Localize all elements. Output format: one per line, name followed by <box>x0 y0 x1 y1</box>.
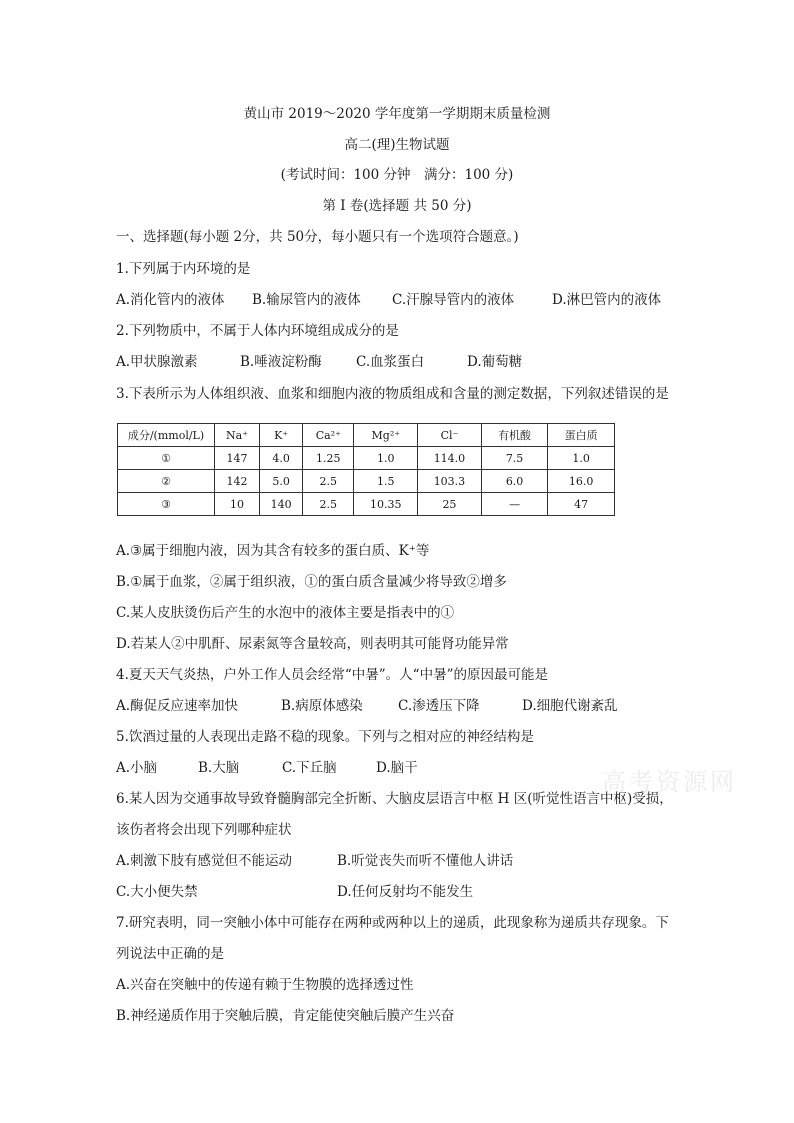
table-cell: ① <box>118 447 215 470</box>
exam-title: 黄山市 2019～2020 学年度第一学期期末质量检测 <box>243 106 551 122</box>
table-header-row <box>118 424 615 447</box>
question-2-option-a: A.甲状腺激素 <box>116 354 198 370</box>
table-cell: 7.5 <box>481 447 548 470</box>
table-header-cell: Ca²⁺ <box>303 424 354 447</box>
question-6-option-d: D.任何反射均不能发生 <box>337 884 474 900</box>
question-1-option-b: B.输尿管内的液体 <box>252 292 361 308</box>
question-4-option-a: A.酶促反应速率加快 <box>116 698 239 714</box>
question-2-stem: 2.下列物质中，不属于人体内环境组成成分的是 <box>116 323 399 339</box>
table-cell: 2.5 <box>303 493 354 516</box>
table-header-cell: 有机酸 <box>481 424 548 447</box>
table-cell: 10 <box>215 493 260 516</box>
question-1-stem: 1.下列属于内环境的是 <box>116 261 251 277</box>
table-cell: 140 <box>260 493 303 516</box>
question-4-option-d: D.细胞代谢紊乱 <box>522 698 618 714</box>
question-4-option-c: C.渗透压下降 <box>398 698 480 714</box>
question-7-stem-line-1: 7.研究表明，同一突触小体中可能存在两种或两种以上的递质，此现象称为递质共存现象。下 <box>116 915 669 931</box>
question-6-option-b: B.听觉丧失而听不懂他人讲话 <box>337 853 514 869</box>
question-2-option-b: B.唾液淀粉酶 <box>240 354 322 370</box>
question-5-option-c: C.下丘脑 <box>282 760 337 776</box>
question-6-option-a: A.刺激下肢有感觉但不能运动 <box>116 853 293 869</box>
question-7-option-a: A.兴奋在突触中的传递有赖于生物膜的选择透过性 <box>116 977 414 993</box>
question-5-option-a: A.小脑 <box>116 760 158 776</box>
question-3-option-a: A.③属于细胞内液，因为其含有较多的蛋白质、K⁺等 <box>116 543 430 559</box>
question-7-option-b: B.神经递质作用于突触后膜，肯定能使突触后膜产生兴奋 <box>116 1008 455 1024</box>
question-5-option-b: B.大脑 <box>198 760 240 776</box>
table-header-cell: Cl⁻ <box>418 424 482 447</box>
question-1-option-d: D.淋巴管内的液体 <box>552 292 662 308</box>
question-3-stem: 3.下表所示为人体组织液、血浆和细胞内液的物质组成和含量的测定数据，下列叙述错误的是 <box>116 386 669 402</box>
table-header-cell: Mg²⁺ <box>354 424 418 447</box>
composition-table <box>117 423 615 516</box>
table-cell: — <box>481 493 548 516</box>
question-3-option-c: C.某人皮肤烫伤后产生的水泡中的液体主要是指表中的① <box>116 605 455 621</box>
table-cell: 114.0 <box>418 447 482 470</box>
table-cell: 5.0 <box>260 470 303 493</box>
table-cell: 2.5 <box>303 470 354 493</box>
table-row <box>118 470 615 493</box>
question-6-stem-line-1: 6.某人因为交通事故导致脊髓胸部完全折断、大脑皮层语言中枢 H 区(听觉性语言中枢)受损， <box>116 791 673 807</box>
table-cell: 103.3 <box>418 470 482 493</box>
table-cell: 142 <box>215 470 260 493</box>
question-6-option-c: C.大小便失禁 <box>116 884 198 900</box>
question-5-stem: 5.饮酒过量的人表现出走路不稳的现象。下列与之相对应的神经结构是 <box>116 729 534 745</box>
exam-info: (考试时间：100 分钟 满分：100 分) <box>280 167 514 183</box>
table-cell: 6.0 <box>481 470 548 493</box>
table-row <box>118 447 615 470</box>
question-1-option-a: A.消化管内的液体 <box>116 292 225 308</box>
question-4-option-b: B.病原体感染 <box>281 698 363 714</box>
question-7-stem-line-2: 列说法中正确的是 <box>116 946 224 962</box>
table-row <box>118 493 615 516</box>
table-cell: 16.0 <box>548 470 615 493</box>
section-intro: 一、选择题(每小题 2分，共 50分，每小题只有一个选项符合题意。) <box>116 229 519 245</box>
table-cell: ③ <box>118 493 215 516</box>
table-cell: 147 <box>215 447 260 470</box>
table-cell: 47 <box>548 493 615 516</box>
exam-subtitle: 高二(理)生物试题 <box>344 137 450 153</box>
table-cell: 1.5 <box>354 470 418 493</box>
question-4-stem: 4.夏天天气炎热，户外工作人员会经常“中暑”。人“中暑”的原因最可能是 <box>116 667 548 683</box>
volume-heading: 第 I 卷(选择题 共 50 分) <box>322 198 472 214</box>
table-header-cell: 成分/(mmol/L) <box>118 424 215 447</box>
table-header-cell: Na⁺ <box>215 424 260 447</box>
question-3-option-b: B.①属于血浆，②属于组织液，①的蛋白质含量减少将导致②增多 <box>116 574 507 590</box>
question-2-option-d: D.葡萄糖 <box>467 354 523 370</box>
table-cell: 1.0 <box>548 447 615 470</box>
question-5-option-d: D.脑干 <box>376 760 418 776</box>
question-2-option-c: C.血浆蛋白 <box>356 354 425 370</box>
table-header-cell: 蛋白质 <box>548 424 615 447</box>
question-3-option-d: D.若某人②中肌酐、尿素氮等含量较高，则表明其可能肾功能异常 <box>116 636 509 652</box>
table-cell: 4.0 <box>260 447 303 470</box>
table-cell: 1.25 <box>303 447 354 470</box>
table-cell: 25 <box>418 493 482 516</box>
table-cell: 1.0 <box>354 447 418 470</box>
watermark: 高考资源网 <box>602 768 737 796</box>
table-cell: ② <box>118 470 215 493</box>
table-header-cell: K⁺ <box>260 424 303 447</box>
question-1-option-c: C.汗腺导管内的液体 <box>392 292 515 308</box>
table-cell: 10.35 <box>354 493 418 516</box>
question-6-stem-line-2: 该伤者将会出现下列哪种症状 <box>116 822 292 838</box>
